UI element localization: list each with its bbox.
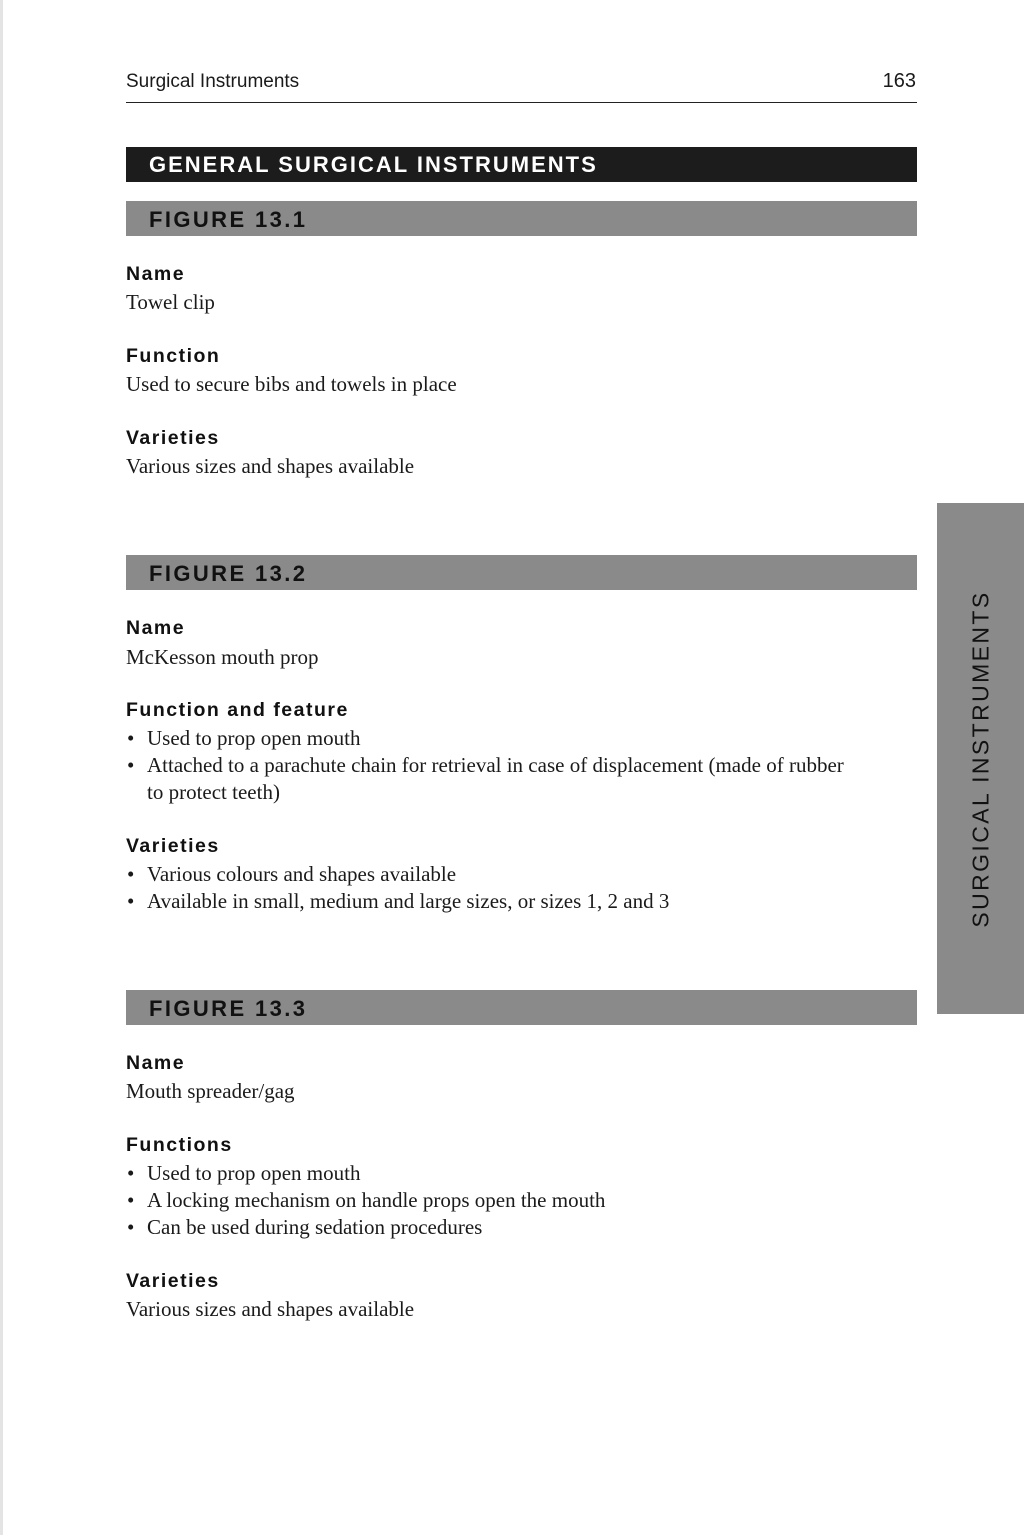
- running-title: Surgical Instruments: [126, 71, 300, 92]
- fig2-varieties-heading: Varieties: [126, 835, 220, 857]
- fig3-name-heading: Name: [126, 1052, 186, 1074]
- list-item-text: Available in small, medium and large sizes, or sizes 1, 2 and 3: [147, 889, 670, 913]
- bullet-icon: •: [127, 862, 135, 886]
- side-thumb-tab: [937, 503, 1024, 1014]
- figure-13-1-bar: FIGURE 13.1: [126, 201, 917, 236]
- fig2-name-heading: Name: [126, 617, 186, 639]
- list-item-text: Used to prop open mouth: [147, 726, 361, 750]
- page-number: 163: [882, 70, 916, 92]
- list-item-text: Attached to a parachute chain for retrieval in case of displacement (made of rubber: [147, 753, 844, 777]
- list-item-text: to protect teeth): [147, 780, 280, 804]
- running-header: [126, 68, 917, 103]
- fig3-varieties-heading: Varieties: [126, 1270, 220, 1292]
- list-item-text: Can be used during sedation procedures: [147, 1215, 483, 1239]
- bullet-icon: •: [127, 1215, 135, 1239]
- figure-13-2-bar: FIGURE 13.2: [126, 555, 917, 590]
- fig1-name-text: Towel clip: [126, 290, 215, 314]
- bullet-icon: •: [127, 1188, 135, 1212]
- fig1-varieties-text: Various sizes and shapes available: [126, 454, 415, 478]
- fig2-function-heading: Function and feature: [126, 699, 349, 721]
- fig3-function-heading: Functions: [126, 1134, 233, 1156]
- fig1-function-heading: Function: [126, 345, 221, 367]
- list-item-text: A locking mechanism on handle props open the mouth: [147, 1188, 606, 1212]
- fig3-name-text: Mouth spreader/gag: [126, 1079, 295, 1103]
- fig1-name-heading: Name: [126, 263, 186, 285]
- fig1-varieties-heading: Varieties: [126, 427, 220, 449]
- bullet-icon: •: [127, 889, 135, 913]
- side-tab-label: SURGICAL INSTRUMENTS: [967, 589, 993, 928]
- list-item-text: Various colours and shapes available: [147, 862, 457, 886]
- fig2-name-text: McKesson mouth prop: [126, 645, 319, 669]
- bullet-icon: •: [127, 1161, 135, 1185]
- fig3-varieties-text: Various sizes and shapes available: [126, 1297, 415, 1321]
- fig1-function-text: Used to secure bibs and towels in place: [126, 372, 457, 396]
- page-left-edge: [0, 0, 3, 1535]
- figure-13-3-bar: FIGURE 13.3: [126, 990, 917, 1025]
- list-item-text: Used to prop open mouth: [147, 1161, 361, 1185]
- bullet-icon: •: [127, 726, 135, 750]
- section-heading-bar: GENERAL SURGICAL INSTRUMENTS: [126, 147, 917, 182]
- bullet-icon: •: [127, 753, 135, 777]
